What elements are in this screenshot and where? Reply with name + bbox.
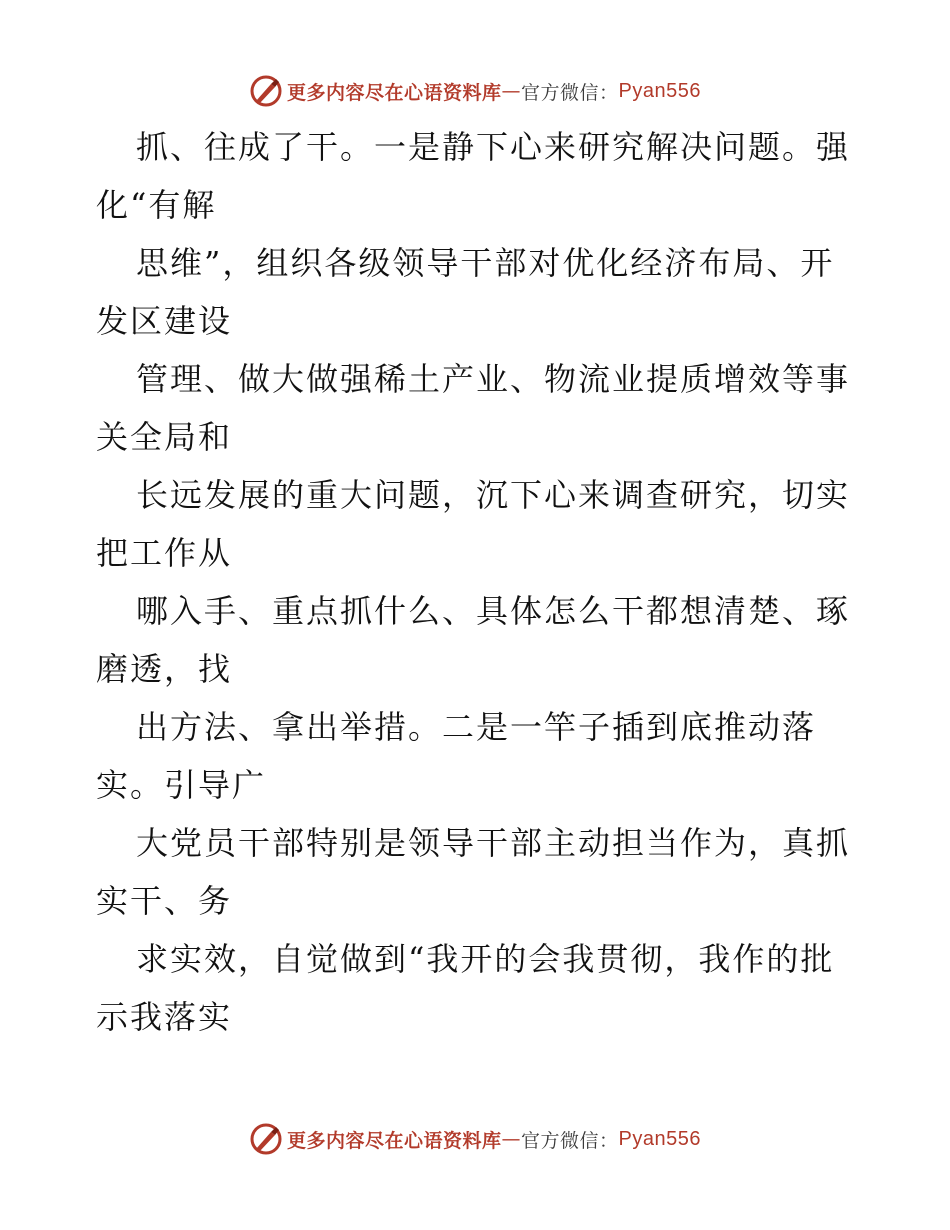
- body-line: 磨透，找: [96, 650, 233, 688]
- body-line: 关全局和: [96, 418, 233, 456]
- body-line: 抓、往成了干。一是静下心来研究解决问题。强: [136, 128, 851, 166]
- body-line: 实。引导广: [96, 766, 267, 804]
- footer-dash: —: [501, 1128, 522, 1150]
- body-line: 示我落实: [96, 998, 233, 1036]
- header-wechat-id: Pyan556: [618, 79, 701, 102]
- body-line: 求实效，自觉做到“我开的会我贯彻，我作的批: [136, 940, 835, 978]
- pen-logo-icon: [249, 74, 283, 108]
- body-line: 发区建设: [96, 302, 233, 340]
- body-line: 出方法、拿出举措。二是一竿子插到底推动落: [136, 708, 817, 746]
- footer-wechat-label: 官方微信：: [521, 1129, 619, 1152]
- body-line: 大党员干部特别是领导干部主动担当作为，真抓: [136, 824, 851, 862]
- body-line: 长远发展的重大问题，沉下心来调查研究，切实: [136, 476, 851, 514]
- pen-logo-icon: [249, 1122, 283, 1156]
- footer-wechat-id: Pyan556: [618, 1127, 701, 1150]
- footer-brand-text: 更多内容尽在心语资料库: [287, 1129, 502, 1152]
- header-dash: —: [501, 80, 522, 102]
- header-wechat-label: 官方微信：: [521, 81, 619, 104]
- document-body: [96, 118, 856, 1046]
- body-line: 实干、务: [96, 882, 233, 920]
- footer-banner: [0, 1119, 950, 1159]
- header-banner: [0, 71, 950, 111]
- body-line: 化“有解: [96, 186, 217, 224]
- body-line: 管理、做大做强稀土产业、物流业提质增效等事: [136, 360, 851, 398]
- body-line: 思维”，组织各级领导干部对优化经济布局、开: [136, 244, 835, 282]
- header-brand-text: 更多内容尽在心语资料库: [287, 81, 502, 104]
- body-line: 把工作从: [96, 534, 233, 572]
- body-line: 哪入手、重点抓什么、具体怎么干都想清楚、琢: [136, 592, 851, 630]
